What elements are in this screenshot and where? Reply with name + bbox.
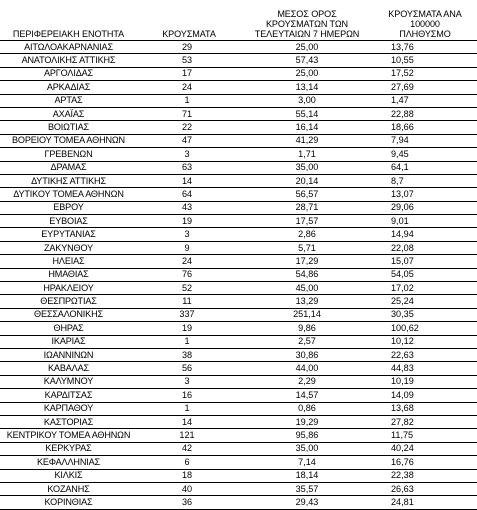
cell-region: ΘΕΣΠΡΩΤΙΑΣ xyxy=(0,295,137,308)
header-per100k xyxy=(373,0,477,41)
cell-cases: 3 xyxy=(137,375,241,388)
table-row xyxy=(0,255,477,268)
cell-cases: 56 xyxy=(137,362,241,375)
cell-avg7: 54,86 xyxy=(241,268,373,281)
cell-avg7: 18,14 xyxy=(241,469,373,482)
cell-region: ΚΑΣΤΟΡΙΑΣ xyxy=(0,415,137,428)
cell-per100k: 40,24 xyxy=(373,442,477,455)
table-row xyxy=(0,121,477,134)
cell-avg7: 29,43 xyxy=(241,496,373,509)
table-row xyxy=(0,54,477,67)
cell-region: ΚΑΒΑΛΑΣ xyxy=(0,362,137,375)
cell-region: ΚΟΖΑΝΗΣ xyxy=(0,482,137,495)
cell-per100k: 14,09 xyxy=(373,389,477,402)
table-row xyxy=(0,348,477,361)
cell-cases: 29 xyxy=(137,41,241,54)
cell-avg7: 2,86 xyxy=(241,228,373,241)
cell-avg7: 2,57 xyxy=(241,335,373,348)
table-row xyxy=(0,161,477,174)
table-row xyxy=(0,429,477,442)
cell-per100k: 14,94 xyxy=(373,228,477,241)
table-row xyxy=(0,201,477,214)
cell-cases: 1 xyxy=(137,402,241,415)
cell-avg7: 55,14 xyxy=(241,107,373,120)
cell-avg7: 35,00 xyxy=(241,442,373,455)
cell-region: ΒΟΡΕΙΟΥ ΤΟΜΕΑ ΑΘΗΝΩΝ xyxy=(0,134,137,147)
cell-per100k: 22,88 xyxy=(373,107,477,120)
cell-region: ΔΥΤΙΚΗΣ ΑΤΤΙΚΗΣ xyxy=(0,174,137,187)
cell-region: ΙΩΑΝΝΙΝΩΝ xyxy=(0,348,137,361)
cell-cases: 76 xyxy=(137,268,241,281)
table-row xyxy=(0,174,477,187)
cell-avg7: 44,00 xyxy=(241,362,373,375)
header-cases xyxy=(137,0,241,41)
header-avg7-line1: ΜΕΣΟΣ ΟΡΟΣ xyxy=(277,9,337,19)
cell-per100k: 9,01 xyxy=(373,215,477,228)
table-row xyxy=(0,308,477,321)
cell-cases: 42 xyxy=(137,442,241,455)
cell-cases: 16 xyxy=(137,389,241,402)
table-row xyxy=(0,415,477,428)
cell-per100k: 10,55 xyxy=(373,54,477,67)
cell-per100k: 22,08 xyxy=(373,241,477,254)
cell-region: ΚΑΡΔΙΤΣΑΣ xyxy=(0,389,137,402)
cell-per100k: 8,7 xyxy=(373,174,477,187)
cell-region: ΕΥΡΥΤΑΝΙΑΣ xyxy=(0,228,137,241)
header-row xyxy=(0,0,477,41)
cell-cases: 64 xyxy=(137,188,241,201)
table-row xyxy=(0,402,477,415)
table-row xyxy=(0,469,477,482)
cell-cases: 17 xyxy=(137,67,241,80)
cell-per100k: 54,05 xyxy=(373,268,477,281)
cell-region: ΙΚΑΡΙΑΣ xyxy=(0,335,137,348)
table-row xyxy=(0,295,477,308)
cell-avg7: 45,00 xyxy=(241,282,373,295)
cell-per100k: 15,07 xyxy=(373,255,477,268)
cell-cases: 19 xyxy=(137,215,241,228)
table-row xyxy=(0,389,477,402)
cell-region: ΑΧΑΪΑΣ xyxy=(0,107,137,120)
cell-region: ΑΙΤΩΛΟΑΚΑΡΝΑΝΙΑΣ xyxy=(0,41,137,54)
cell-per100k: 17,52 xyxy=(373,67,477,80)
table-row xyxy=(0,482,477,495)
cell-per100k: 10,19 xyxy=(373,375,477,388)
cell-cases: 121 xyxy=(137,429,241,442)
header-avg7-line2: ΚΡΟΥΣΜΑΤΩΝ ΤΩΝ xyxy=(265,19,349,29)
header-region-label: ΠΕΡΙΦΕΡΕΙΑΚΗ ΕΝΟΤΗΤΑ xyxy=(12,29,125,39)
cell-cases: 19 xyxy=(137,322,241,335)
cell-avg7: 20,14 xyxy=(241,174,373,187)
cell-region: ΑΡΓΟΛΙΔΑΣ xyxy=(0,67,137,80)
cell-region: ΒΟΙΩΤΙΑΣ xyxy=(0,121,137,134)
cell-cases: 43 xyxy=(137,201,241,214)
cell-region: ΘΗΡΑΣ xyxy=(0,322,137,335)
table-row xyxy=(0,41,477,54)
cell-region: ΑΡΚΑΔΙΑΣ xyxy=(0,81,137,94)
cell-cases: 38 xyxy=(137,348,241,361)
cell-region: ΗΡΑΚΛΕΙΟΥ xyxy=(0,282,137,295)
cell-per100k: 27,69 xyxy=(373,81,477,94)
cell-cases: 36 xyxy=(137,496,241,509)
table-row xyxy=(0,375,477,388)
cell-region: ΑΡΤΑΣ xyxy=(0,94,137,107)
cell-avg7: 17,29 xyxy=(241,255,373,268)
cell-region: ΚΟΡΙΝΘΙΑΣ xyxy=(0,496,137,509)
cell-cases: 47 xyxy=(137,134,241,147)
cell-cases: 3 xyxy=(137,228,241,241)
cell-cases: 14 xyxy=(137,174,241,187)
cell-cases: 9 xyxy=(137,241,241,254)
cell-per100k: 26,63 xyxy=(373,482,477,495)
cell-per100k: 27,82 xyxy=(373,415,477,428)
cell-cases: 63 xyxy=(137,161,241,174)
cell-per100k: 22,38 xyxy=(373,469,477,482)
cell-avg7: 28,71 xyxy=(241,201,373,214)
cell-per100k: 100,62 xyxy=(373,322,477,335)
cell-per100k: 13,68 xyxy=(373,402,477,415)
cell-avg7: 2,29 xyxy=(241,375,373,388)
cell-per100k: 18,66 xyxy=(373,121,477,134)
header-per100k-line2: ΠΛΗΘΥΣΜΟ xyxy=(399,29,451,39)
cell-avg7: 251,14 xyxy=(241,308,373,321)
cell-avg7: 17,57 xyxy=(241,215,373,228)
table-header xyxy=(0,0,477,41)
table-row xyxy=(0,456,477,469)
cell-region: ΗΛΕΙΑΣ xyxy=(0,255,137,268)
cell-cases: 1 xyxy=(137,94,241,107)
cell-per100k: 22,63 xyxy=(373,348,477,361)
cell-cases: 24 xyxy=(137,255,241,268)
cell-per100k: 16,76 xyxy=(373,456,477,469)
table-row xyxy=(0,67,477,80)
cell-per100k: 1,47 xyxy=(373,94,477,107)
cell-cases: 14 xyxy=(137,415,241,428)
cell-avg7: 25,00 xyxy=(241,67,373,80)
table-row xyxy=(0,268,477,281)
cell-region: ΚΙΛΚΙΣ xyxy=(0,469,137,482)
cell-avg7: 35,00 xyxy=(241,161,373,174)
cell-avg7: 56,57 xyxy=(241,188,373,201)
cell-avg7: 7,14 xyxy=(241,456,373,469)
cell-per100k: 64,1 xyxy=(373,161,477,174)
cell-cases: 11 xyxy=(137,295,241,308)
cell-per100k: 17,02 xyxy=(373,282,477,295)
cell-region: ΚΕΦΑΛΛΗΝΙΑΣ xyxy=(0,456,137,469)
cell-per100k: 13,07 xyxy=(373,188,477,201)
table-row xyxy=(0,496,477,509)
cell-avg7: 35,57 xyxy=(241,482,373,495)
cell-region: ΘΕΣΣΑΛΟΝΙΚΗΣ xyxy=(0,308,137,321)
cell-avg7: 3,00 xyxy=(241,94,373,107)
cell-avg7: 5,71 xyxy=(241,241,373,254)
cell-avg7: 13,14 xyxy=(241,81,373,94)
cell-region: ΗΜΑΘΙΑΣ xyxy=(0,268,137,281)
cell-avg7: 57,43 xyxy=(241,54,373,67)
table-row xyxy=(0,322,477,335)
cell-region: ΓΡΕΒΕΝΩΝ xyxy=(0,148,137,161)
cell-per100k: 29,06 xyxy=(373,201,477,214)
table-row xyxy=(0,335,477,348)
cell-avg7: 0,86 xyxy=(241,402,373,415)
cell-cases: 52 xyxy=(137,282,241,295)
header-avg7-line3: ΤΕΛΕΥΤΑΙΩΝ 7 ΗΜΕΡΩΝ xyxy=(254,29,360,39)
cell-cases: 1 xyxy=(137,335,241,348)
cell-avg7: 16,14 xyxy=(241,121,373,134)
cell-region: ΑΝΑΤΟΛΙΚΗΣ ΑΤΤΙΚΗΣ xyxy=(0,54,137,67)
cell-cases: 24 xyxy=(137,81,241,94)
cell-per100k: 30,35 xyxy=(373,308,477,321)
table-row xyxy=(0,81,477,94)
table-row xyxy=(0,188,477,201)
table-row xyxy=(0,362,477,375)
header-region xyxy=(0,0,137,41)
table-row xyxy=(0,215,477,228)
cell-cases: 3 xyxy=(137,148,241,161)
table-row xyxy=(0,282,477,295)
cell-avg7: 19,29 xyxy=(241,415,373,428)
cell-avg7: 13,29 xyxy=(241,295,373,308)
table-row xyxy=(0,148,477,161)
cell-avg7: 30,86 xyxy=(241,348,373,361)
cell-region: ΖΑΚΥΝΘΟΥ xyxy=(0,241,137,254)
cell-avg7: 9,86 xyxy=(241,322,373,335)
cell-per100k: 10,12 xyxy=(373,335,477,348)
cell-region: ΚΑΛΥΜΝΟΥ xyxy=(0,375,137,388)
table-row xyxy=(0,228,477,241)
cell-cases: 53 xyxy=(137,54,241,67)
cell-avg7: 25,00 xyxy=(241,41,373,54)
cell-region: ΚΑΡΠΑΘΟΥ xyxy=(0,402,137,415)
cell-avg7: 1,71 xyxy=(241,148,373,161)
table-row xyxy=(0,442,477,455)
cell-per100k: 25,24 xyxy=(373,295,477,308)
table-row xyxy=(0,94,477,107)
cell-region: ΕΒΡΟΥ xyxy=(0,201,137,214)
cell-per100k: 11,75 xyxy=(373,429,477,442)
cell-region: ΚΕΝΤΡΙΚΟΥ ΤΟΜΕΑ ΑΘΗΝΩΝ xyxy=(0,429,137,442)
cell-cases: 22 xyxy=(137,121,241,134)
cell-cases: 337 xyxy=(137,308,241,321)
cell-avg7: 41,29 xyxy=(241,134,373,147)
cell-region: ΔΡΑΜΑΣ xyxy=(0,161,137,174)
cell-cases: 40 xyxy=(137,482,241,495)
table-row xyxy=(0,134,477,147)
cell-region: ΔΥΤΙΚΟΥ ΤΟΜΕΑ ΑΘΗΝΩΝ xyxy=(0,188,137,201)
cell-avg7: 95,86 xyxy=(241,429,373,442)
cell-per100k: 24,81 xyxy=(373,496,477,509)
cell-cases: 6 xyxy=(137,456,241,469)
cell-per100k: 13,76 xyxy=(373,41,477,54)
cell-cases: 18 xyxy=(137,469,241,482)
cell-per100k: 7,94 xyxy=(373,134,477,147)
table-row xyxy=(0,241,477,254)
cell-region: ΚΕΡΚΥΡΑΣ xyxy=(0,442,137,455)
cell-per100k: 44,83 xyxy=(373,362,477,375)
header-cases-label: ΚΡΟΥΣΜΑΤΑ xyxy=(162,29,216,39)
header-per100k-line1: ΚΡΟΥΣΜΑΤΑ ΑΝΑ 100000 xyxy=(388,9,462,29)
cell-avg7: 14,57 xyxy=(241,389,373,402)
cell-region: ΕΥΒΟΙΑΣ xyxy=(0,215,137,228)
cell-cases: 71 xyxy=(137,107,241,120)
cell-per100k: 9,45 xyxy=(373,148,477,161)
table-body xyxy=(0,41,477,510)
header-avg7 xyxy=(241,0,373,41)
table-row xyxy=(0,107,477,120)
